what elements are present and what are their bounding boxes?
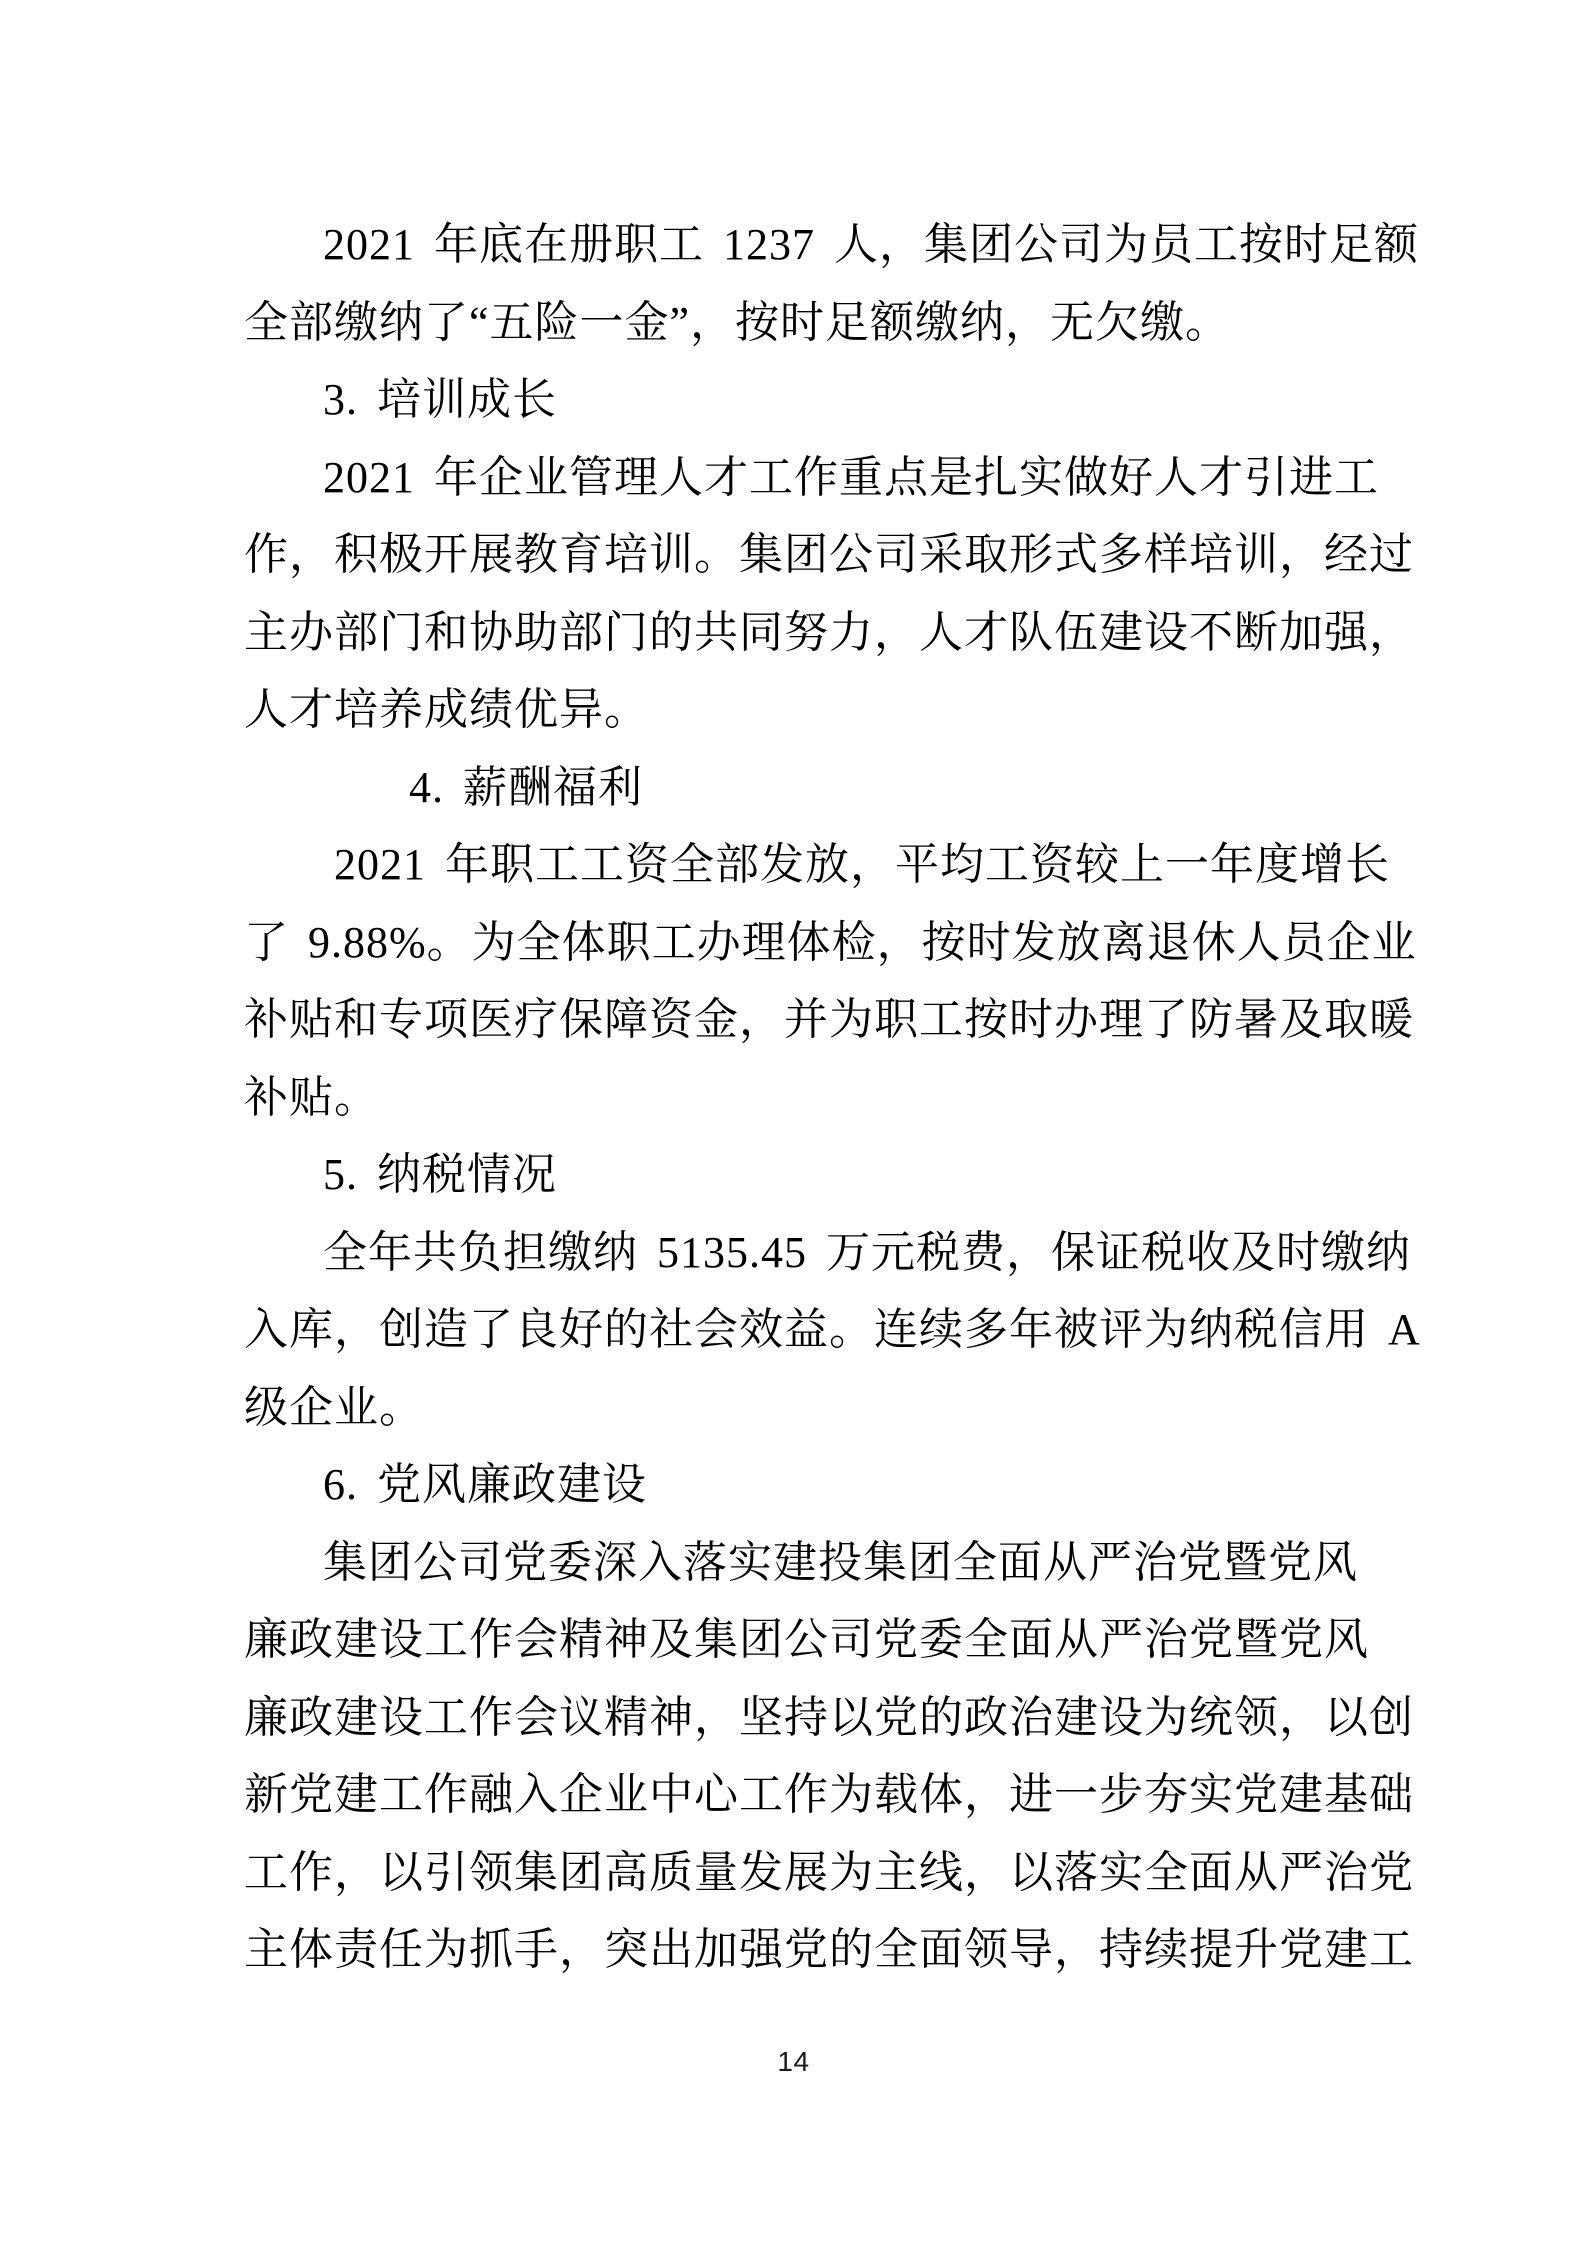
- section-heading-salary: 4. 薪酬福利: [409, 762, 643, 812]
- text-line: 入库，创造了良好的社会效益。连续多年被评为纳税信用 A: [244, 1305, 1421, 1354]
- text-line: 廉政建设工作会议精神，坚持以党的政治建设为统领，以创: [244, 1692, 1414, 1742]
- text-line: 全年共负担缴纳 5135.45 万元税费，保证税收及时缴纳: [323, 1227, 1411, 1277]
- text-line: 2021 年底在册职工 1237 人，集团公司为员工按时足额: [323, 220, 1419, 269]
- text-line: 廉政建设工作会精神及集团公司党委全面从严治党暨党风: [244, 1615, 1369, 1664]
- section-heading-tax: 5. 纳税情况: [323, 1150, 557, 1199]
- section-heading-party: 6. 党风廉政建设: [323, 1460, 647, 1509]
- text-block: [244, 206, 1424, 1989]
- text-line: 补贴和专项医疗保障资金，并为职工按时办理了防暑及取暖: [244, 995, 1414, 1044]
- text-line: 全部缴纳了“五险一金”，按时足额缴纳，无欠缴。: [244, 297, 1231, 347]
- text-line: 新党建工作融入企业中心工作为载体，进一步夯实党建基础: [244, 1770, 1414, 1819]
- section-heading-training: 3. 培训成长: [323, 375, 557, 424]
- text-line: 主办部门和协助部门的共同努力，人才队伍建设不断加强，: [244, 607, 1414, 657]
- text-line: 人才培养成绩优异。: [244, 685, 649, 734]
- page-number: 14: [777, 2046, 810, 2077]
- text-line: 集团公司党委深入落实建投集团全面从严治党暨党风: [323, 1537, 1358, 1587]
- text-line: 级企业。: [244, 1382, 424, 1432]
- text-line: 作，积极开展教育培训。集团公司采取形式多样培训，经过: [244, 530, 1414, 579]
- text-line: 主体责任为抓手，突出加强党的全面领导，持续提升党建工: [244, 1925, 1414, 1974]
- text-line: 2021 年企业管理人才工作重点是扎实做好人才引进工: [323, 452, 1379, 502]
- text-line: 2021 年职工工资全部发放，平均工资较上一年度增长: [334, 840, 1390, 889]
- text-line: 工作，以引领集团高质量发展为主线，以落实全面从严治党: [244, 1847, 1414, 1897]
- text-line: 了 9.88%。为全体职工办理体检，按时发放离退休人员企业: [244, 917, 1417, 967]
- text-line: 补贴。: [244, 1072, 379, 1122]
